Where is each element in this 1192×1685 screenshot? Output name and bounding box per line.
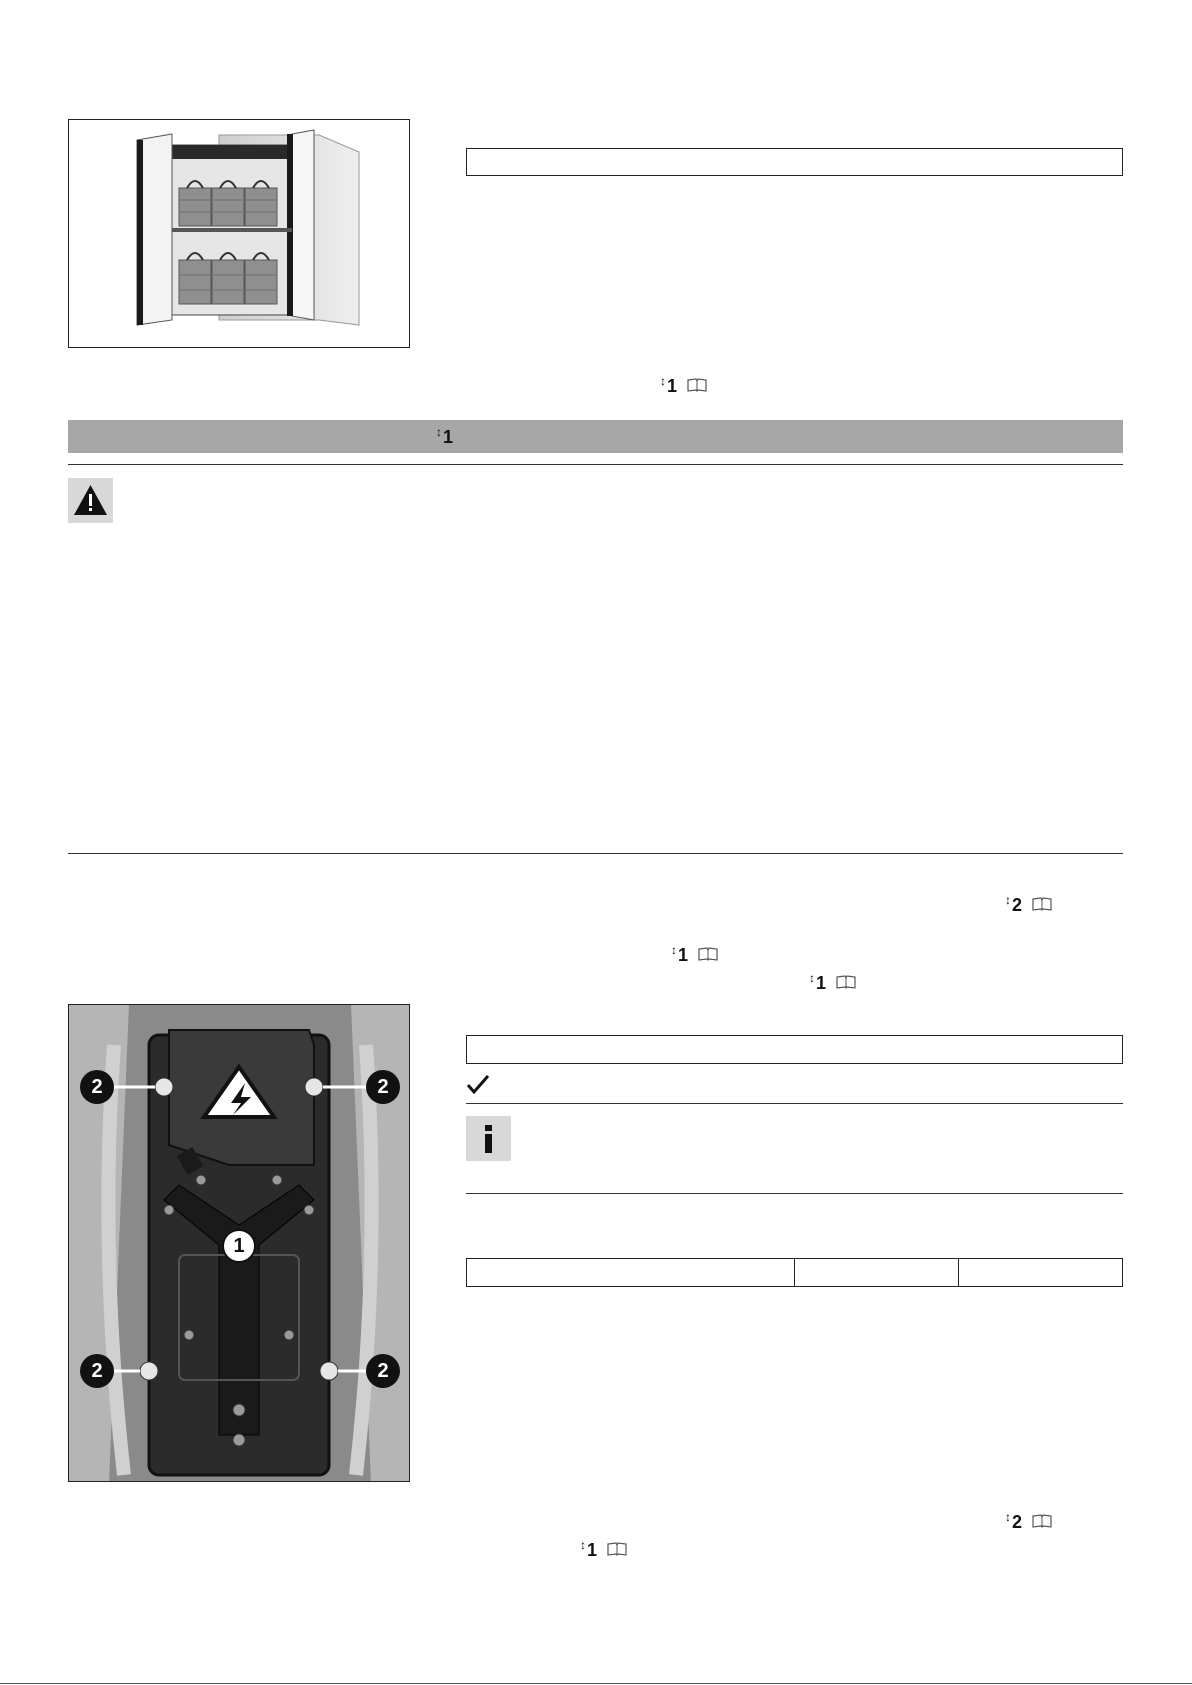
callout-bracket: 1 — [222, 1229, 256, 1263]
warning-tile — [68, 478, 113, 523]
open-book-icon[interactable] — [698, 945, 718, 966]
open-book-icon[interactable] — [1032, 895, 1052, 916]
open-book-icon[interactable] — [607, 1540, 627, 1561]
divider — [68, 464, 1123, 465]
reference-mark: ↕ 2 — [1005, 1512, 1052, 1533]
wrench-icon: ↕ — [671, 943, 677, 957]
battery-cabinet-image — [69, 120, 410, 348]
spec-table — [466, 1035, 1123, 1064]
warning-triangle-icon — [68, 478, 113, 523]
difficulty-level: ↕ 1 — [660, 374, 678, 396]
reference-mark — [660, 376, 707, 397]
wrench-icon: ↕ — [436, 425, 442, 439]
reference-mark: ↕ 1 — [809, 973, 856, 994]
reference-mark: ↕ 2 — [1005, 895, 1052, 916]
wrench-icon: ↕ — [660, 374, 666, 388]
banner-level: ↕ 1 — [436, 425, 454, 447]
open-book-icon[interactable] — [1032, 1512, 1052, 1533]
open-book-icon[interactable] — [836, 973, 856, 994]
callout-bolt: 2 — [80, 1354, 114, 1388]
reference-mark: ↕ 1 — [671, 945, 718, 966]
divider — [466, 1103, 1123, 1104]
table-divider — [794, 1259, 795, 1286]
cabinet-photo — [68, 119, 410, 348]
info-icon — [466, 1116, 511, 1161]
divider — [68, 853, 1123, 854]
wrench-icon: ↕ — [580, 1538, 586, 1552]
section-banner — [68, 420, 1123, 453]
wrench-icon: ↕ — [1005, 893, 1011, 907]
open-book-icon[interactable] — [687, 376, 707, 397]
info-tile — [466, 1116, 511, 1161]
page-bottom-rule — [0, 1683, 1192, 1684]
callout-bolt: 2 — [366, 1070, 400, 1104]
divider — [466, 1193, 1123, 1194]
check-icon — [466, 1073, 490, 1100]
wrench-icon: ↕ — [1005, 1510, 1011, 1524]
spec-table — [466, 148, 1123, 176]
battery-pack-photo — [68, 1004, 410, 1482]
callout-bolt: 2 — [366, 1354, 400, 1388]
wrench-icon: ↕ — [809, 971, 815, 985]
callout-bolt: 2 — [80, 1070, 114, 1104]
reference-mark: ↕ 1 — [580, 1540, 627, 1561]
torque-table — [466, 1258, 1123, 1287]
table-divider — [958, 1259, 959, 1286]
